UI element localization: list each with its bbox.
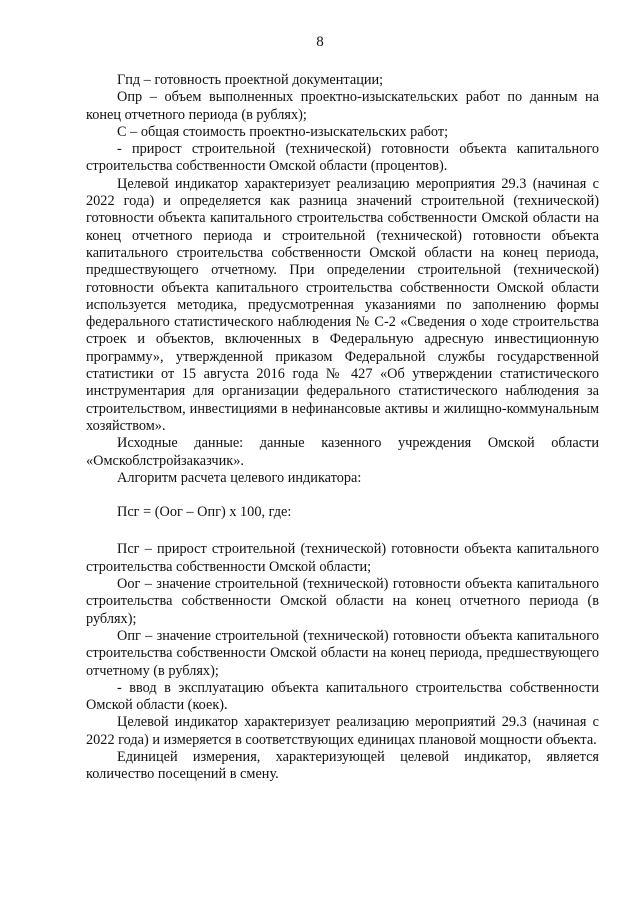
paragraph-unit-of-measure: Единицей измерения, характеризующей целевой индикатор, является количество посещений в смену. <box>86 748 599 783</box>
paragraph-indicator-measure: Целевой индикатор характеризует реализацию мероприятий 29.3 (начиная с 2022 года) и измеряется в соответствующих единицах плановой мощности объекта. <box>86 714 599 748</box>
paragraph-psg-definition: Псг – прирост строительной (технической) готовности объекта капитального строительства собственности Омской области; <box>86 541 599 575</box>
paragraph-oog-definition: Оог – значение строительной (технической) готовности объекта капитального строительства собственности Омской области на конец отчетного периода (в рублях); <box>86 576 599 627</box>
paragraph-gpd-definition: Гпд – готовность проектной документации; <box>117 72 384 88</box>
paragraph-commissioning: - ввод в эксплуатацию объекта капитального строительства собственности Омской области (коек). <box>86 679 599 714</box>
paragraph-readiness-growth: - прирост строительной (технической) готовности объекта капитального строительства собственности Омской области (процентов). <box>86 141 599 175</box>
paragraph-c-definition: С – общая стоимость проектно-изыскательских работ; <box>117 123 449 140</box>
document-body <box>86 72 599 784</box>
paragraph-source-data: Исходные данные: данные казенного учреждения Омской области «Омскоблстройзаказчик». <box>86 435 599 469</box>
page-number: 8 <box>316 34 324 50</box>
formula: Псг = (Оог – Опг) х 100, где: <box>117 504 292 521</box>
paragraph-opr-definition: Опр – объем выполненных проектно-изыскательских работ по данным на конец отчетного периода (в рублях); <box>86 89 599 123</box>
paragraph-opg-definition: Опг – значение строительной (технической) готовности объекта капитального строительства собственности Омской области на конец периода, предшествующего отчетному (в рублях); <box>86 627 599 679</box>
paragraph-indicator-description: Целевой индикатор характеризует реализацию мероприятия 29.3 (начиная с 2022 года) и определяется как разница значений строительной (технической) готовности объекта капитального строительства собственности Омской области на конец отчетного периода и строительной (технической) готовности объекта капитального строительства собственности Омской области на конец периода, предшествующего отчетному. При определении строительной (технической) готовности объекта капитального строительства собственности Омской области используется методика, предусмотренная указаниями по заполнению формы федерального статистического наблюдения № С-2 «Сведения о ходе строительства строек и объектов, включенных в Федеральную адресную инвестиционную программу», утвержденной приказом Федеральной службы государственной статистики от 15 августа 2016 года № 427 «Об утверждении статистического инструментария для организации федерального статистического наблюдения за строительством, инвестициями в нефинансовые активы и жилищно-коммунальным хозяйством». <box>86 175 599 434</box>
paragraph-algorithm-heading: Алгоритм расчета целевого индикатора: <box>117 469 362 486</box>
